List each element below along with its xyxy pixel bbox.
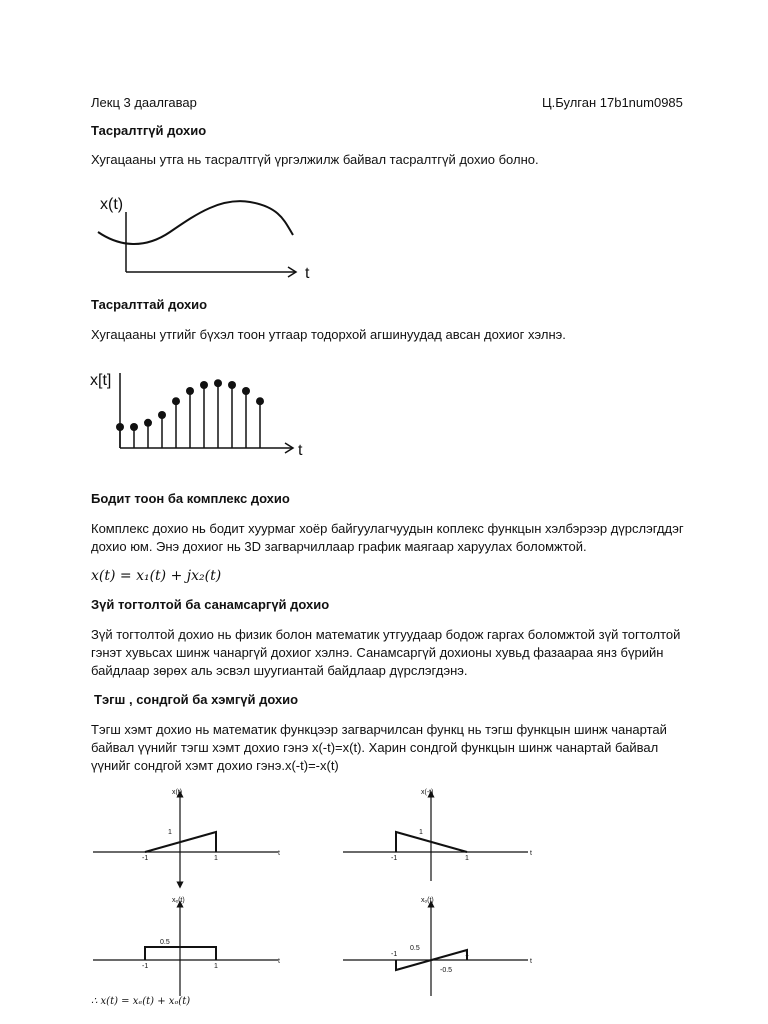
sample-dot [116,423,124,431]
tick-label: -1 [391,855,398,862]
tick-label: 1 [214,855,218,862]
axis-label: t [278,850,280,857]
tick-label: 1 [168,829,172,836]
header-left: Лекц 3 даалгавар [91,95,197,110]
plot-label: x(-t) [421,789,434,796]
section-heading: Тасралттай дохио [91,297,208,312]
discrete-signal-figure [90,363,320,463]
section-heading: Тасралтгүй дохио [91,123,207,138]
sample-dot [172,397,180,405]
plot-label: xₒ(t) [421,897,434,904]
text-line: гэнэт хувьсах шинж чанаргүй дохиог хэлнэ. Санамсаргүй дохионы хувьд фазаараа янз бүрийн [91,645,664,660]
y-axis-label: x[t] [90,372,112,389]
tick-label: 0.5 [410,945,420,952]
text-line: Зүй тогтолтой дохио нь физик болон математик утгуудаар бодож гаргах боломжтой зүй тогтолтой [91,627,681,642]
sample-dot [214,379,222,387]
tick-label: 1 [214,963,218,970]
formula-complex: x(t) = x₁(t) + jx₂(t) [91,568,222,584]
tick-label: 1 [465,951,469,958]
plot-x-t [93,789,280,885]
plot-label: xₑ(t) [172,897,185,904]
section-text [91,520,684,556]
sample-dot [228,381,236,389]
header-right: Ц.Булган 17b1num0985 [542,95,683,110]
sample-dot [130,423,138,431]
section-text [91,151,681,169]
text-line: байвал үүнийг тэгш хэмт дохио гэнэ x(-t)=x(t). Харин сондгой функцын шинж чанартай байвал [91,740,659,755]
tick-label: -1 [142,963,149,970]
plot-xe-t [93,897,280,996]
continuous-signal-figure [90,187,320,287]
sine-curve [98,201,293,244]
axis-label: t [530,850,532,857]
tick-label: 1 [465,855,469,862]
x-axis-label: t [298,442,303,459]
tick-label: 1 [419,829,423,836]
even-odd-figure [88,786,548,1006]
formula-bottom: ∴ x(t) = xₑ(t) + xₒ(t) [91,996,191,1007]
y-axis-label: x(t) [100,196,124,213]
text-line: үүнийг сондгой хэмт дохио гэнэ.x(-t)=-x(t) [91,758,339,773]
axis-label: t [530,958,532,965]
plot-label: x(t) [172,789,183,796]
text-line: байдлаар зөрөх аль эсвэл шуугиантай байдлаар дүрслэгдэнэ. [91,663,468,678]
x-axis-label: t [305,265,310,282]
section-heading: Зүй тогтолтой ба санамсаргүй дохио [91,597,330,612]
section-heading: Тэгш , сондгой ба хэмгүй дохио [94,692,299,707]
sample-stems [116,379,264,448]
sample-dot [186,387,194,395]
text-line: Хугацааны утгийг бүхэл тоон утгаар тодорхой агшинуудад авсан дохиог хэлнэ. [91,327,566,342]
text-line: дохио юм. Энэ дохиог нь 3D загварчиллаар график маягаар харуулах боломжтой. [91,539,587,554]
tick-label: 0.5 [160,939,170,946]
sample-dot [242,387,250,395]
tick-label: -1 [142,855,149,862]
sample-dot [256,397,264,405]
section-text [91,326,681,344]
section-heading: Бодит тоон ба комплекс дохио [91,491,290,506]
text-line: Хугацааны утга нь тасралтгүй үргэлжилж байвал тасралтгүй дохио болно. [91,152,539,167]
sample-dot [158,411,166,419]
tick-label: -0.5 [440,967,453,974]
tick-label: -1 [391,951,398,958]
sample-dot [144,419,152,427]
axis-label: t [278,958,280,965]
sample-dot [200,381,208,389]
text-line: Комплекс дохио нь бодит хуурмаг хоёр байгуулагчуудын коплекс функцын хэлбэрээр дүрслэгддэг [91,521,684,536]
section-text [91,626,681,680]
plot-x-neg-t [343,789,532,881]
text-line: Тэгш хэмт дохио нь математик функцээр загварчилсан функц нь тэгш функцын шинж чанартай [91,722,667,737]
section-text [91,721,681,775]
plot-xo-t [343,897,532,996]
